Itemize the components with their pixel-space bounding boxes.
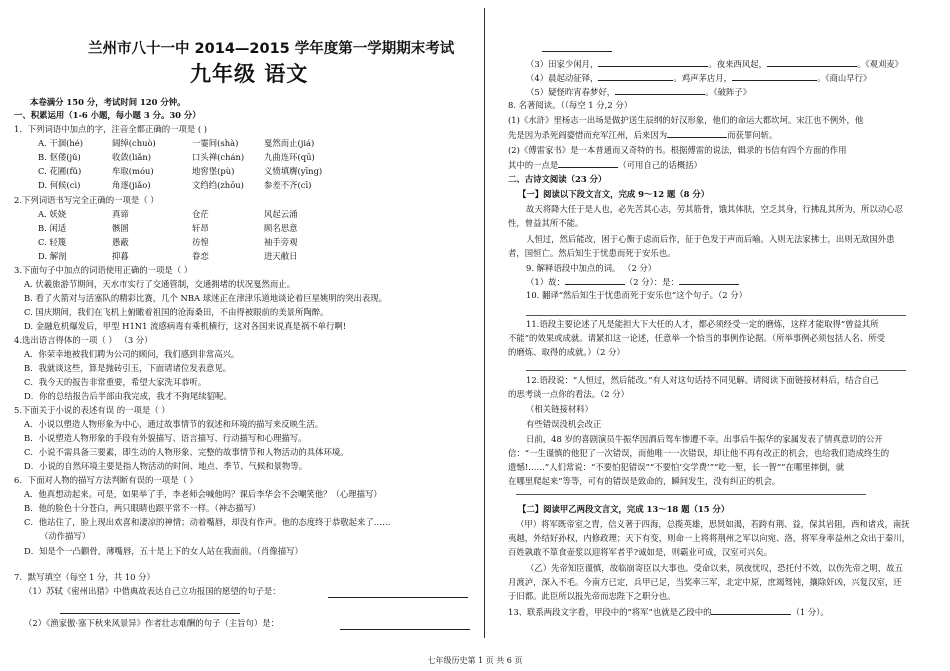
passage-b-line: （乙）先帝知臣谨慎，故临崩寄臣以大事也。受命以来，夙夜忧叹，恐托付不效，以伤先帝之明，故五 xyxy=(526,563,903,573)
question-4: 4.选出语言得体的一项（ ） （3 分） xyxy=(14,335,153,345)
option-cell: A. 妖娆 xyxy=(38,209,67,219)
question-11-cont: 不能”的效果或成就。请紧扣这一论述，任意举一个恰当的事例作论据。（所举事例必须包括人名、所受 xyxy=(508,333,885,343)
answer-blank[interactable] xyxy=(667,128,727,138)
answer-line[interactable] xyxy=(516,494,866,495)
option-cell: 口头禅(chán) xyxy=(192,152,245,162)
linked-material-text: 信：“一生谨慎的他犯了一次错误，而他唯一一次错误，却让他不再有改正的机会，也给我们造成终生的 xyxy=(508,448,890,458)
option-line: D．知是个一凸颧骨，薄嘴唇，五十是上下的女人站在我面前。（肖像描写） xyxy=(24,546,303,556)
answer-blank[interactable] xyxy=(598,57,708,67)
option-cell: C. 轻篾 xyxy=(38,237,67,247)
question-13-score: （1 分）。 xyxy=(791,607,829,617)
option-line: A．你荣幸地被我们聘为公司的顾问，我们感到非常高兴。 xyxy=(24,349,240,359)
question-9-answers xyxy=(526,275,739,288)
column-divider xyxy=(484,8,485,638)
answer-blank[interactable] xyxy=(767,57,857,67)
answer-blank[interactable] xyxy=(340,620,470,630)
option-cell: 收敛(liǎn) xyxy=(112,152,152,162)
answer-blank[interactable] xyxy=(615,85,705,95)
recite-5 xyxy=(526,85,751,98)
answer-line[interactable] xyxy=(526,315,906,316)
option-cell: 眷恋 xyxy=(192,251,209,261)
question-9-item-2: （2 分）：是： xyxy=(624,277,679,287)
linked-material-text: 在哪里爬起来”等等，可有的错误是致命的，瞬间发生，没有纠正的机会。 xyxy=(508,476,781,486)
section-2-heading: 二、古诗文阅读（23 分） xyxy=(508,174,607,184)
option-cell: 抑暮 xyxy=(112,251,129,261)
answer-blank[interactable] xyxy=(711,605,791,615)
question-7-2: （2）《渔家傲·塞下秋来风景异》作者壮志难酬的句子（主旨句）是： xyxy=(24,618,280,628)
grade-subject-title: 九年级 语文 xyxy=(190,62,309,86)
answer-blank[interactable] xyxy=(565,275,625,285)
question-8: 8. 名著阅读。（（每空 1 分,2 分） xyxy=(508,100,633,110)
option-cell: 骸圄 xyxy=(112,223,129,233)
option-cell: 仓茫 xyxy=(192,209,209,219)
option-cell: 阔绰(chuò) xyxy=(112,138,156,148)
option-line: C. 国庆期间，我们在飞机上俯瞰着祖国的沧海桑田，不由得被眼前的美景所陶醉。 xyxy=(24,307,329,317)
question-12-cont: 的思考谈一点你的看法。（2 分） xyxy=(508,389,630,399)
option-line: B．他的脸色十分苍白，两只眼睛也跟平常不一样。（神态描写） xyxy=(24,503,261,513)
question-2: 2.下列词语书写完全正确的一项是（ ） xyxy=(14,195,159,205)
question-9: 9. 解释语段中加点的词。 （2 分） xyxy=(526,263,657,273)
question-8-2-cont xyxy=(508,158,702,171)
recite-3-text-b: 。夜来西风起， xyxy=(708,59,767,69)
answer-blank[interactable] xyxy=(60,604,240,614)
passage-a-line: 性，曾益其所不能。 xyxy=(508,218,584,228)
option-line: C．他站住了，脸上现出欢喜和凄凉的神情；动着嘴唇，却没有作声。他的态度终于恭敬起来了…… xyxy=(24,517,391,527)
question-8-2-text: 其中的一点是 xyxy=(508,160,559,170)
option-cell: A. 干涸(hé) xyxy=(38,138,84,148)
option-line: D．小说的自然环境主要是指人物活动的时间、地点、季节、气候和景物等。 xyxy=(24,461,308,471)
option-cell: D. 何候(cì) xyxy=(38,180,81,190)
part-a-heading: 【一】阅读以下段文言文，完成 9～12 题（8 分） xyxy=(518,189,710,199)
option-line: D．你的总结报告后半部由我完成，我才不狗尾续貂呢。 xyxy=(24,391,232,401)
linked-material-text: 遗憾!……”人们常说：“不要怕犯错误”“不要怕‘交学费’”“吃一堑，长一智”“在哪里摔倒，就 xyxy=(508,462,845,472)
option-cell: B. 闲适 xyxy=(38,223,67,233)
option-cell: 九曲连环(qū) xyxy=(264,152,315,162)
option-line: B. 看了火箭对与活塞队的精彩比赛，几个 NBA 球迷正在津津乐道地谈论着巨星姚明的突出表现。 xyxy=(24,293,387,303)
question-8-1-cont xyxy=(508,128,777,141)
answer-blank[interactable] xyxy=(542,42,612,52)
option-line: A．他真想动起来。可是，如果举了手，李老师会喊他吗？课后李华会不会嘲笑他？（心理描写） xyxy=(24,489,382,499)
recite-3-source: 。《观刈麦》 xyxy=(856,59,904,69)
question-6: 6．下面对人物的描写方法判断有误的一项是（ ） xyxy=(14,475,198,485)
option-line: C．小说不需具备三要素，即生动的人物形象、完整的故事情节和人物活动的具体环境。 xyxy=(24,447,349,457)
option-line: A. 伏羲旅游节期间，天水市实行了交通管制，交通拥堵的状况戛然而止。 xyxy=(24,279,295,289)
option-cell: 参差不齐(cī) xyxy=(264,180,312,190)
option-cell: 顾名思意 xyxy=(264,223,298,233)
answer-blank[interactable] xyxy=(598,71,673,81)
option-cell: 牟取(móu) xyxy=(112,166,154,176)
passage-a-line: 人恒过，然后能改，困于心衡于虑而后作，征于色发于声而后喻。入则无法家拂士，出则无敌国外患 xyxy=(526,234,895,244)
question-7: 7．默写填空（每空 1 分，共 10 分） xyxy=(14,572,155,582)
recite-4-text-b: 。鸡声茅店月， xyxy=(673,73,732,83)
section-1-heading: 一、积累运用（1-6 小题，每小题 3 分。30 分） xyxy=(14,110,201,120)
recite-5-source: 。《破阵子》 xyxy=(705,87,752,97)
recite-3-text: （3）田家少闲月， xyxy=(526,59,599,69)
option-cell: C. 花圃(fǔ) xyxy=(38,166,82,176)
question-5: 5.下面关于小说的表述有误 的一项是（ ） xyxy=(14,405,170,415)
recite-4-source: 。《商山早行》 xyxy=(816,73,872,83)
option-cell: D. 解剖 xyxy=(38,251,67,261)
recite-3 xyxy=(526,57,903,70)
question-12: 12.语段说：“人恒过，然后能改。”有人对这句话持不同见解。请阅读下面链接材料后，结合自己 xyxy=(526,375,879,385)
option-line: B．小说塑造人物形象的手段有外貌描写、语言描写、行动描写和心理描写。 xyxy=(24,433,307,443)
option-cell: 轩昂 xyxy=(192,223,209,233)
question-8-1-text-end: 而获罪问斩。 xyxy=(727,130,778,140)
option-cell: 真谛 xyxy=(112,209,129,219)
option-cell: 风起云涌 xyxy=(264,209,298,219)
option-line: B．我就谈这些，算是抛砖引玉，下面请诸位发表意见。 xyxy=(24,363,232,373)
passage-b-line: 百姓孰敢不箪食壶浆以迎将军者乎?诚如是，则霸业可成，汉室可兴矣。 xyxy=(508,547,773,557)
page-footer: 七年级历史第 1 页 共 6 页 xyxy=(427,656,523,665)
option-line: A．小说以塑造人物形象为中心，通过故事情节的叙述和环境的描写来反映生活。 xyxy=(24,419,324,429)
score-note: 本卷满分 150 分，考试时间 120 分钟。 xyxy=(30,97,186,107)
question-8-1: (1)《水浒》里杨志一出场是做护送生辰纲的好汉形象，他们的命运大都坎坷。宋江也不例外，他 xyxy=(508,115,864,125)
question-8-1-text: 先是因为杀死阎婆惜而充军江州，后来因为 xyxy=(508,130,668,140)
question-1: 1．下列词语中加点的字，注音全都正确的一项是 ( ) xyxy=(14,124,208,134)
linked-material-text: 日前，48 岁的喜剧演员牛振华因酒后驾车惨遭不幸。出事后牛振华的家属发表了情真意切的公开 xyxy=(526,434,883,444)
question-8-2-text-end: （可用自己的话概括） xyxy=(618,160,702,170)
question-3: 3.下面句子中加点的词语使用正确的一项是（ ） xyxy=(14,265,193,275)
passage-b-line: 月渡泸，深入不毛。今南方已定，兵甲已足，当奖率三军，北定中原，庶竭驽钝，攘除奸凶，兴复汉室，还 xyxy=(508,577,902,587)
question-8-2: (2)《傅雷家书》是一本普通而又奇特的书。根据傅雷的说法，辑录的书信有四个方面的作用 xyxy=(508,145,847,155)
question-9-item-1: （1）故： xyxy=(526,277,565,287)
option-cell: 愚蔽 xyxy=(112,237,129,247)
option-cell: 进天敝日 xyxy=(264,251,298,261)
passage-b-line: （甲）将军既帝室之胄，信义著于四海，总揽英雄，思贤如渴，若跨有荆、益，保其岩阻，西和诸戎，南抚 xyxy=(516,519,910,529)
question-13-text: 13、联系两段文字看，甲段中的“将军”也就是乙段中的 xyxy=(508,607,712,617)
linked-material-title: 有些错误没机会改正 xyxy=(526,419,602,429)
option-cell: 一霎间(shà) xyxy=(192,138,239,148)
passage-a-line: 故天将降大任于是人也，必先苦其心志，劳其筋骨，饿其体肤，空乏其身，行拂乱其所为，所以动心忍 xyxy=(526,204,903,214)
option-line: D. 金融危机爆发后，甲型 H1N1 流感病毒有乘机横行，这对各国来说真是祸不单行啊! xyxy=(24,321,347,331)
option-line: C．我今天的报告非常重要，希望大家洗耳恭听。 xyxy=(24,377,207,387)
question-7-1: （1）苏轼《密州出猎》中借典故表达自己立功报国的愿望的句子是： xyxy=(24,586,281,596)
option-cell: 文绉绉(zhōu) xyxy=(192,180,244,190)
option-line: （动作描写） xyxy=(40,531,91,541)
question-13 xyxy=(508,605,829,618)
exam-title: 兰州市八十一中 2014—2015 学年度第一学期期末考试 xyxy=(88,41,455,57)
answer-blank[interactable] xyxy=(328,588,468,598)
passage-b-line: 夷越，外结好孙权，内修政理；天下有变，则命一上将将荆州之军以向宛、洛，将军身率益州之众出于秦川， xyxy=(508,533,910,543)
option-cell: 义愤填膺(yīng) xyxy=(264,166,323,176)
passage-b-line: 于旧都。此臣所以报先帝而忠陛下之职分也。 xyxy=(508,591,676,601)
answer-line[interactable] xyxy=(526,370,906,371)
question-11: 11.语段主要论述了凡是能担大下大任的人才，都必须经受一定的磨炼，这样才能取得“曾益其所 xyxy=(526,319,879,329)
recite-5-text: （5）疑怪昨宵春梦好， xyxy=(526,87,616,97)
option-cell: 角逐(jiǎo) xyxy=(112,180,151,190)
option-cell: B. 伛偻(jǔ) xyxy=(38,152,81,162)
part-b-heading: 【二】阅读甲乙两段文言文，完成 13～18 题（15 分） xyxy=(518,504,730,514)
answer-blank[interactable] xyxy=(679,275,739,285)
option-cell: 袖手旁观 xyxy=(264,237,298,247)
option-cell: 地窖堡(pù) xyxy=(192,166,235,176)
option-cell: 彷惶 xyxy=(192,237,209,247)
passage-a-line: 者，国恒亡。然后知生于忧患而死于安乐也。 xyxy=(508,248,676,258)
recite-4 xyxy=(526,71,871,84)
answer-blank[interactable] xyxy=(732,71,817,81)
question-10: 10. 翻译“然后知生于忧患而死于安乐也”这个句子。（2 分） xyxy=(526,290,747,300)
recite-4-text: （4）晨起动征铎， xyxy=(526,73,599,83)
linked-material-label: （相关链接材料） xyxy=(526,404,593,414)
question-11-cont: 的磨炼、取得的成就。）（2 分） xyxy=(508,347,625,357)
answer-blank[interactable] xyxy=(558,158,618,168)
option-cell: 戛然而止(jiá) xyxy=(264,138,315,148)
